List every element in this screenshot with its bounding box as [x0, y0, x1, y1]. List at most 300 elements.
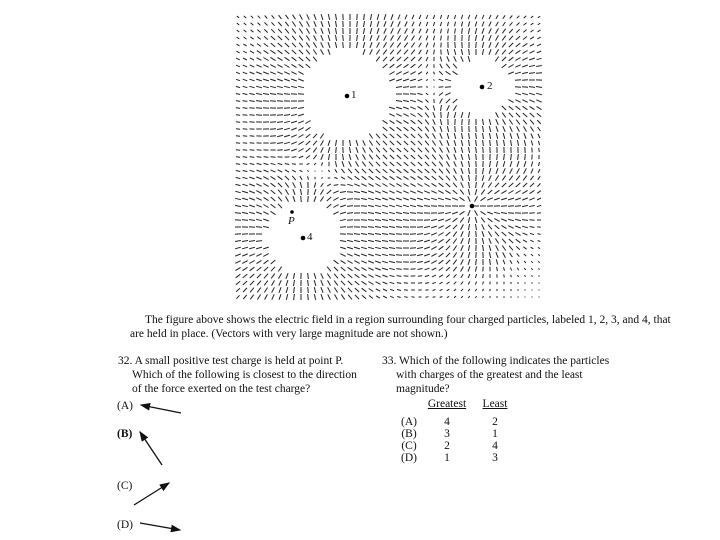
field-vector	[348, 281, 352, 285]
field-vector	[285, 57, 290, 60]
field-vector	[426, 15, 428, 19]
field-vector	[369, 296, 373, 299]
field-vector	[335, 294, 338, 299]
field-vector	[243, 58, 247, 60]
field-vector	[447, 140, 449, 146]
field-vector	[494, 198, 500, 200]
field-vector	[348, 267, 353, 270]
field-vector	[250, 72, 255, 74]
field-vector	[249, 220, 255, 221]
field-vector	[301, 189, 302, 195]
field-vector	[264, 267, 268, 271]
field-vector	[278, 197, 282, 202]
field-vector	[307, 171, 309, 172]
field-vector	[424, 226, 430, 227]
field-vector	[438, 233, 443, 236]
field-vector	[242, 241, 248, 242]
field-vector	[279, 273, 282, 278]
field-vector	[509, 50, 513, 54]
field-vector	[523, 120, 527, 125]
field-vector	[355, 176, 360, 180]
field-vector	[286, 273, 288, 279]
field-vector	[376, 134, 380, 139]
field-vector	[389, 219, 395, 220]
field-vector	[431, 226, 437, 228]
field-vector	[270, 57, 275, 60]
field-vector	[411, 127, 416, 131]
table-row[interactable]	[394, 428, 520, 440]
field-vector	[501, 213, 507, 214]
field-vector	[390, 64, 395, 68]
field-vector	[404, 43, 408, 48]
field-vectors	[235, 14, 542, 300]
field-vector	[285, 164, 289, 165]
field-vector	[538, 247, 540, 248]
field-vector	[530, 113, 535, 117]
field-vector	[256, 177, 261, 179]
field-vector	[376, 169, 381, 173]
field-vector	[236, 184, 241, 185]
field-vector	[257, 281, 261, 286]
field-vector	[265, 23, 268, 26]
table-row[interactable]	[394, 452, 520, 464]
field-vector	[299, 36, 303, 41]
field-vector	[404, 57, 408, 61]
field-vector	[292, 170, 296, 172]
field-vector	[348, 169, 352, 174]
field-vector	[495, 225, 500, 229]
field-vector	[263, 101, 269, 102]
field-vector	[376, 155, 380, 160]
field-vector	[390, 176, 395, 179]
field-vector	[529, 93, 535, 95]
field-vector	[515, 65, 520, 67]
field-vector	[432, 282, 436, 283]
q32-line: Which of the following is closest to the direction	[132, 369, 357, 381]
field-vector	[300, 14, 303, 19]
field-vector	[256, 254, 261, 257]
field-vector	[249, 261, 254, 264]
field-vector	[335, 161, 336, 167]
field-vector	[396, 114, 401, 117]
field-vector	[257, 274, 261, 278]
field-vector	[453, 71, 458, 74]
field-vector	[418, 155, 422, 159]
field-vector	[271, 176, 276, 179]
field-vector	[524, 23, 527, 26]
field-vector	[383, 155, 387, 159]
field-vector	[256, 198, 261, 201]
point-p-label: P	[288, 215, 295, 227]
field-vector	[411, 169, 416, 173]
field-vector	[398, 21, 400, 26]
field-vector	[391, 21, 393, 27]
field-vector	[368, 268, 373, 271]
field-vector	[447, 15, 448, 19]
field-vector	[340, 212, 346, 214]
field-vector	[446, 176, 450, 181]
field-vector	[417, 254, 423, 255]
field-vector	[328, 147, 330, 153]
least: 4	[492, 440, 498, 452]
field-vector	[410, 94, 416, 95]
field-vector	[482, 49, 483, 55]
field-vector	[469, 49, 470, 55]
field-vector	[335, 169, 337, 172]
option-d[interactable]: (D)	[117, 519, 133, 531]
field-vector	[532, 275, 533, 276]
field-vector	[516, 246, 520, 249]
field-vector	[355, 274, 360, 277]
field-vector	[389, 234, 395, 235]
field-vector	[285, 36, 289, 40]
field-vector	[397, 276, 402, 277]
field-vector	[488, 183, 491, 188]
q33-line: 33. Which of the following indicates the particles	[382, 355, 610, 367]
field-vector	[322, 162, 323, 165]
field-vector	[445, 219, 450, 222]
field-vector	[382, 241, 388, 242]
arrow-b-icon	[140, 432, 162, 465]
field-vector	[256, 191, 261, 194]
field-vector	[531, 261, 533, 263]
field-vector	[271, 36, 275, 40]
field-vector	[250, 65, 255, 67]
field-vector	[243, 274, 248, 278]
field-vector	[243, 72, 247, 74]
field-vector	[279, 280, 282, 285]
field-vector	[369, 141, 372, 146]
field-vector	[343, 154, 344, 160]
field-vector	[391, 28, 394, 33]
field-vector	[453, 246, 456, 251]
field-vector	[468, 154, 469, 160]
field-vector	[305, 121, 310, 124]
field-vector	[509, 57, 514, 61]
field-vector	[481, 211, 486, 214]
point-p-dot	[290, 210, 294, 214]
field-vector	[314, 287, 315, 293]
field-vector	[313, 50, 316, 55]
field-vector	[411, 43, 414, 48]
field-vector	[390, 141, 394, 145]
field-vector	[293, 182, 296, 187]
table-row[interactable]	[394, 440, 520, 452]
field-vector	[271, 163, 276, 164]
field-vector	[363, 147, 366, 152]
field-vector	[291, 142, 297, 144]
field-vector	[257, 295, 260, 300]
field-vector	[363, 35, 364, 41]
field-vector	[343, 35, 344, 41]
field-vector	[264, 281, 268, 286]
option-a[interactable]: (A)	[117, 400, 133, 412]
field-vector	[538, 30, 541, 32]
field-vector	[361, 254, 367, 256]
field-vector	[516, 183, 521, 187]
field-vector	[341, 169, 344, 173]
field-vector	[244, 23, 247, 25]
field-vector	[236, 122, 240, 123]
field-vector	[516, 29, 519, 32]
field-vector	[448, 112, 449, 118]
field-vector	[502, 183, 506, 187]
field-vector	[291, 149, 297, 151]
field-vector	[426, 93, 428, 95]
field-vector	[475, 35, 476, 41]
field-vector	[538, 169, 540, 173]
field-vector	[340, 254, 345, 257]
field-vector	[263, 247, 269, 249]
field-vector	[417, 234, 423, 235]
option-c[interactable]: (C)	[117, 480, 133, 492]
field-vector	[278, 163, 283, 164]
field-vector	[389, 241, 395, 242]
field-vector	[538, 261, 539, 262]
field-vector	[263, 219, 269, 221]
field-vector	[243, 177, 248, 178]
field-vector	[279, 15, 282, 19]
field-vector	[522, 65, 528, 67]
field-vector	[370, 35, 372, 41]
field-vector	[524, 16, 527, 18]
field-vector	[537, 51, 541, 53]
field-vector	[363, 154, 366, 159]
field-vector	[460, 211, 465, 214]
field-vector	[271, 170, 276, 172]
field-vector	[411, 155, 415, 159]
field-vector	[489, 133, 490, 139]
field-vector	[417, 191, 423, 193]
field-vector	[529, 58, 535, 60]
field-vector	[530, 233, 534, 234]
field-vector	[306, 64, 311, 68]
field-vector	[341, 185, 346, 186]
field-vector	[375, 220, 381, 221]
field-vector	[242, 191, 248, 193]
field-vector	[504, 267, 505, 271]
field-vector	[495, 190, 500, 193]
field-vector	[396, 241, 402, 242]
field-vector	[468, 282, 470, 285]
field-vector	[448, 29, 449, 34]
field-vector	[412, 29, 414, 34]
field-vector	[314, 21, 316, 26]
field-vector	[404, 64, 409, 67]
field-vector	[426, 50, 428, 54]
field-vector	[256, 219, 262, 221]
field-vector	[235, 191, 240, 192]
field-vector	[432, 141, 435, 146]
field-vector	[278, 170, 283, 172]
field-vector	[336, 28, 337, 34]
field-vector	[236, 171, 240, 172]
field-vector	[517, 253, 520, 256]
field-vector	[389, 72, 394, 75]
field-vector	[308, 273, 309, 279]
field-vector	[440, 126, 442, 132]
field-vector	[321, 14, 323, 20]
field-vector	[530, 176, 533, 180]
field-vector	[377, 42, 380, 47]
field-vector	[235, 247, 241, 249]
field-vector	[243, 267, 248, 270]
field-vector	[417, 198, 423, 200]
field-vector	[264, 274, 268, 279]
field-vector	[410, 198, 416, 200]
field-vector	[489, 119, 491, 125]
field-vector	[299, 50, 303, 54]
field-vector	[434, 79, 435, 80]
field-vector	[242, 247, 248, 249]
field-vector	[298, 72, 303, 75]
field-vector	[404, 155, 408, 159]
field-vector	[418, 276, 422, 277]
field-vector	[256, 72, 262, 74]
field-vector	[314, 189, 316, 195]
field-vector	[461, 175, 463, 181]
field-vector	[396, 87, 402, 88]
field-vector	[342, 161, 344, 167]
field-vector	[439, 155, 442, 160]
field-vector	[522, 205, 528, 206]
field-vector	[404, 127, 409, 131]
field-vector	[292, 157, 297, 158]
field-vector	[469, 133, 470, 139]
field-vector	[502, 43, 506, 48]
option-b[interactable]: (B)	[117, 428, 133, 440]
field-vector	[538, 127, 541, 131]
field-vector	[489, 49, 491, 55]
field-vector	[340, 198, 346, 200]
field-vector	[410, 191, 416, 193]
field-vector	[410, 107, 415, 109]
field-vector	[396, 72, 401, 75]
charge-2-label: 2	[487, 80, 493, 92]
field-vector	[382, 275, 387, 277]
field-vector	[298, 114, 304, 116]
field-vector	[538, 23, 541, 25]
field-vector	[523, 247, 526, 249]
field-vector	[397, 35, 400, 40]
field-vector	[341, 260, 346, 263]
field-vector	[335, 42, 336, 48]
field-vector	[426, 72, 428, 74]
field-vector	[376, 162, 380, 166]
field-vector	[410, 184, 415, 187]
table-row[interactable]	[394, 416, 520, 428]
field-vector	[263, 212, 268, 215]
field-vector	[264, 190, 269, 193]
field-vector	[503, 133, 505, 139]
question-32	[118, 354, 357, 396]
field-vector	[357, 35, 358, 41]
field-vector	[461, 245, 463, 251]
field-vector	[515, 58, 520, 61]
field-vector	[369, 289, 374, 292]
field-vector	[403, 205, 409, 207]
field-vector	[327, 197, 331, 201]
field-vector	[236, 115, 240, 116]
field-vector	[382, 268, 388, 270]
field-vector	[494, 212, 500, 213]
field-vector	[383, 134, 387, 138]
field-vector	[307, 14, 310, 19]
field-vector	[462, 119, 463, 125]
field-vector	[396, 120, 401, 123]
field-vector	[502, 64, 507, 68]
field-vector	[404, 169, 409, 173]
field-vector	[270, 101, 276, 102]
field-vector	[265, 294, 268, 299]
field-vector	[502, 232, 507, 236]
field-vector	[529, 65, 535, 66]
field-vector	[417, 227, 423, 228]
field-vector	[483, 126, 484, 132]
field-vector	[411, 64, 416, 68]
field-vector	[291, 86, 297, 87]
field-vector	[523, 176, 527, 181]
field-vector	[410, 248, 416, 249]
field-vector	[250, 267, 255, 271]
field-vector	[490, 140, 491, 146]
field-vector	[314, 196, 316, 202]
field-vector	[270, 86, 276, 87]
field-vector	[403, 79, 409, 81]
field-vector	[432, 176, 437, 180]
field-vector	[489, 22, 491, 27]
field-vector	[363, 42, 365, 48]
field-vector	[404, 141, 408, 145]
field-vector	[502, 239, 506, 244]
field-vector	[314, 294, 315, 300]
field-vector	[270, 72, 276, 74]
field-vector	[522, 93, 528, 95]
field-vector	[263, 65, 268, 68]
field-vector	[396, 262, 402, 263]
field-vector	[383, 57, 387, 61]
field-vector	[299, 29, 302, 34]
field-vector	[410, 79, 416, 81]
field-vector	[396, 101, 402, 102]
field-vector	[515, 206, 521, 207]
field-vector	[468, 22, 469, 27]
field-vector	[375, 275, 380, 277]
field-vector	[475, 296, 476, 298]
field-vector	[383, 282, 388, 284]
field-vector	[475, 266, 476, 271]
field-vector	[510, 268, 511, 271]
field-vector	[433, 126, 436, 131]
field-vector	[313, 141, 317, 146]
field-vector	[517, 23, 520, 26]
field-vector	[503, 126, 505, 132]
field-vector	[270, 79, 276, 81]
field-vector	[403, 198, 409, 200]
field-vector	[439, 169, 443, 174]
field-vector	[453, 225, 457, 229]
field-vector	[403, 213, 409, 214]
field-vector	[347, 247, 353, 249]
field-vector	[242, 261, 247, 264]
field-vector	[469, 35, 470, 41]
field-vector	[481, 190, 485, 195]
field-vector	[313, 57, 317, 62]
field-vector	[508, 219, 514, 221]
field-vector	[341, 274, 345, 278]
field-vector	[453, 232, 457, 237]
field-vector	[343, 42, 344, 48]
